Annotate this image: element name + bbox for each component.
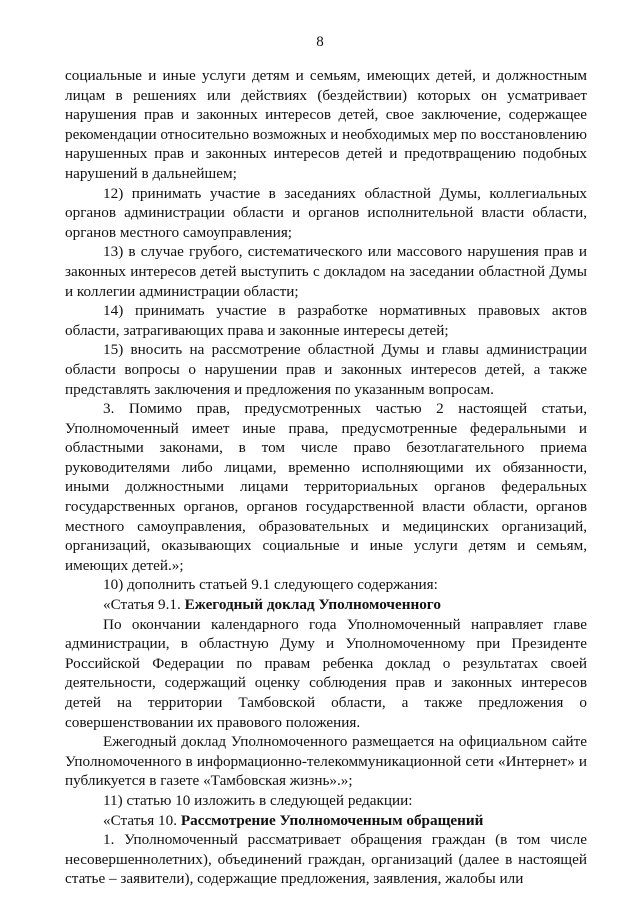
paragraph-text: Ежегодный доклад Уполномоченного размещается на официальном сайте Уполномоченного в информационно-телекоммуникационной сети «Интернет» и публикуется в газете «Тамбовская жизнь».»; (65, 733, 587, 790)
paragraph (65, 575, 587, 595)
paragraph (65, 830, 587, 889)
paragraph-text: 10) дополнить статьей 9.1 следующего содержания: (103, 576, 438, 594)
paragraph (65, 184, 587, 243)
paragraph-text: По окончании календарного года Уполномоченный направляет главе администрации, в областную Думу и Уполномоченному при Президенте Российской Федерации по правам ребенка доклад о результатах своей деятельности, содержащий оценку соблюдения прав и законных интересов детей на территории Тамбовской области, а также предложения о совершенствовании их правового положения. (65, 615, 587, 731)
paragraph (65, 66, 587, 184)
article-heading (65, 595, 587, 615)
paragraph-text: 1. Уполномоченный рассматривает обращения граждан (в том числе несовершеннолетних), объединений граждан, организаций (далее в настоящей статье – заявители), содержащие предложения, заявления, жалобы или (65, 831, 587, 888)
paragraph (65, 732, 587, 791)
article-number: «Статья 10. (103, 811, 181, 829)
paragraph (65, 301, 587, 340)
paragraph (65, 399, 587, 575)
paragraph-text: 14) принимать участие в разработке нормативных правовых актов области, затрагивающих права и законные интересы детей; (65, 302, 587, 339)
paragraph (65, 615, 587, 733)
article-heading (65, 811, 587, 831)
paragraph-text: 12) принимать участие в заседаниях областной Думы, коллегиальных органов администрации области и органов исполнительной власти области, органов местного самоуправления; (65, 184, 587, 241)
paragraph-text: 13) в случае грубого, систематического или массового нарушения прав и законных интересов детей выступить с докладом на заседании областной Думы и коллегии администрации области; (65, 243, 587, 300)
paragraph (65, 340, 587, 399)
article-title: Рассмотрение Уполномоченным обращений (180, 811, 484, 829)
paragraph-text: 15) вносить на рассмотрение областной Думы и главы администрации области вопросы о нарушении прав и законных интересов детей, а также представлять заключения и предложения по указанным вопросам. (65, 341, 587, 398)
paragraph (65, 242, 587, 301)
document-body (65, 66, 587, 889)
paragraph-text: социальные и иные услуги детям и семьям, имеющих детей, и должностным лицам в решениях или действиях (бездействии) которых он усматривает нарушения прав и законных интересов детей, свое заключение, содержащее рекомендации относительно возможных и необходимых мер по восстановлению нарушенных прав и законных интересов детей и предотвращению подобных нарушений в дальнейшем; (65, 67, 587, 182)
article-number: «Статья 9.1. (103, 596, 185, 614)
article-title: Ежегодный доклад Уполномоченного (184, 596, 441, 614)
page-number: 8 (316, 34, 324, 50)
paragraph-text: 3. Помимо прав, предусмотренных частью 2 настоящей статьи, Уполномоченный имеет иные права, предусмотренные федеральными и областными законами, в том числе право безотлагательного приема руководителями либо лицами, временно исполняющими их обязанности, иными должностными лицами территориальных органов федеральных государственных органов, органов государственной власти области, органов местного самоуправления, образовательных и медицинских организаций, организаций, оказывающих социальные и иные услуги детям и семьям, имеющих детей.»; (65, 400, 587, 574)
paragraph-text: 11) статью 10 изложить в следующей редакции: (103, 791, 413, 809)
paragraph (65, 791, 587, 811)
